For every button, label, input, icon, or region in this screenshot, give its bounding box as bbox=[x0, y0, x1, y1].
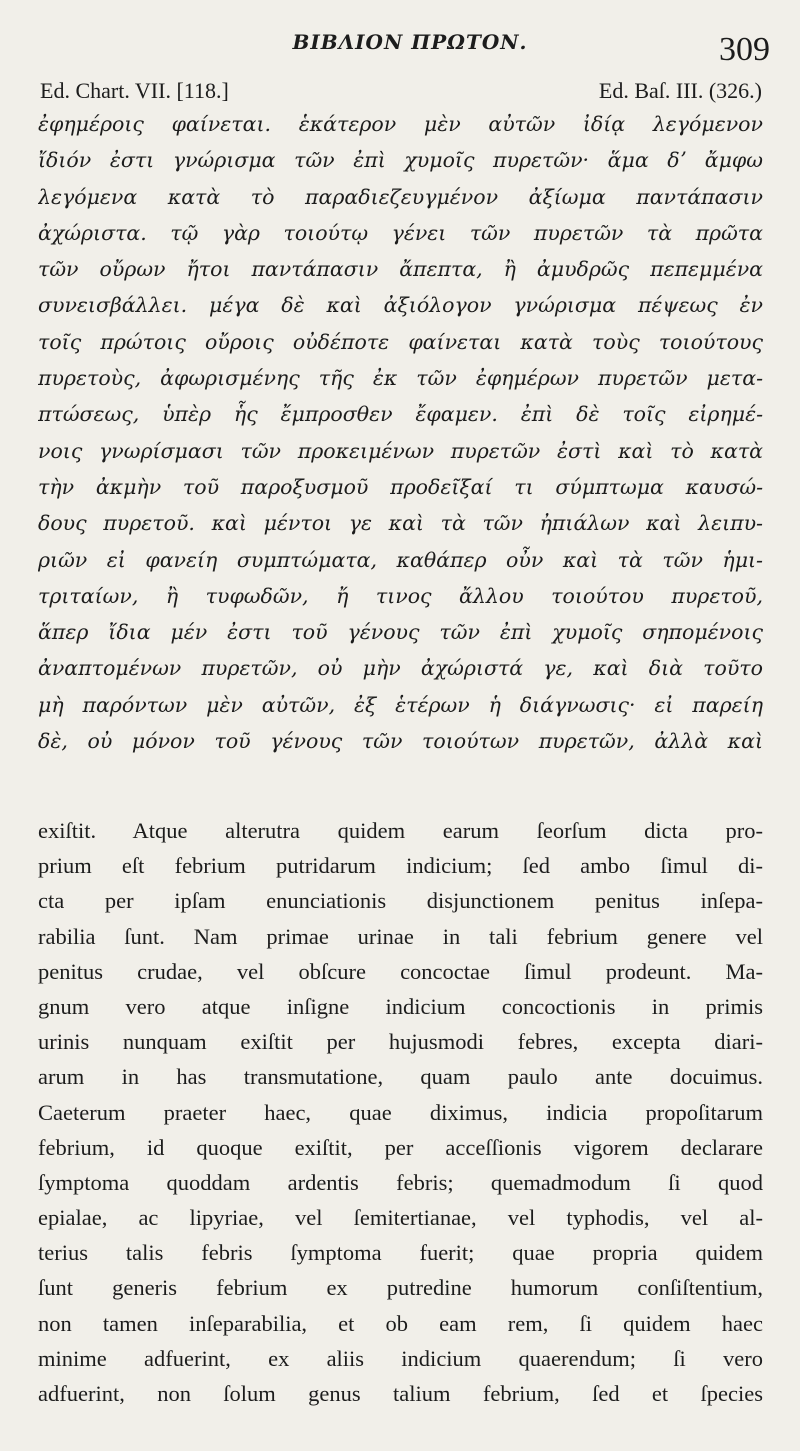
greek-text-line: λεγόμενα κατὰ τὸ παραδιεζευγμένον ἀξίωμα παντάπασιν bbox=[38, 184, 763, 209]
greek-text-line: ἀναπτομένων πυρετῶν, οὐ μὴν ἀχώριστά γε, καὶ διὰ τοῦτο bbox=[38, 656, 763, 681]
greek-text-line: τοῖς πρώτοις οὔροις οὐδέποτε φαίνεται κατὰ τοὺς τοιούτους bbox=[38, 329, 763, 354]
latin-text-block bbox=[38, 813, 763, 1411]
latin-text-line: epialae, ac lipyriae, vel ſemitertianae, vel typhodis, vel al- bbox=[38, 1205, 763, 1231]
latin-text-line: arum in has transmutatione, quam paulo ante docuimus. bbox=[38, 1064, 763, 1090]
greek-text-line: πυρετοὺς, ἀφωρισμένης τῆς ἐκ τῶν ἐφημέρων πυρετῶν μετα- bbox=[38, 366, 763, 391]
latin-text-line: adfuerint, non ſolum genus talium febrium, ſed et ſpecies bbox=[38, 1381, 763, 1406]
greek-text-line: δους πυρετοῦ. καὶ μέντοι γε καὶ τὰ τῶν ἠπιάλων καὶ λειπυ- bbox=[38, 511, 763, 536]
greek-text-line: ἐφημέροις φαίνεται. ἑκάτερον μὲν αὐτῶν ἰδίᾳ λεγόμενον bbox=[38, 112, 763, 136]
edition-reference-left: Ed. Chart. VII. [118.] bbox=[40, 78, 229, 103]
latin-text-line: minime adfuerint, ex aliis indicium quaerendum; ſi vero bbox=[38, 1345, 763, 1371]
greek-text-line: δὲ, οὐ μόνον τοῦ γένους τῶν τοιούτων πυρετῶν, ἀλλὰ καὶ bbox=[38, 729, 763, 754]
greek-text-line: τριταίων, ἢ τυφωδῶν, ἤ τινος ἄλλου τοιούτου πυρετοῦ, bbox=[38, 583, 763, 608]
greek-text-line: ἴδιόν ἐστι γνώρισμα τῶν ἐπὶ χυμοῖς πυρετῶν· ἅμα δʼ ἄμφω bbox=[38, 148, 763, 173]
greek-text-line: τῶν οὔρων ἤτοι παντάπασιν ἄπεπτα, ἢ ἀμυδρῶς πεπεμμένα bbox=[38, 257, 763, 282]
latin-text-line: ſunt generis febrium ex putredine humorum conſiſtentium, bbox=[38, 1275, 763, 1301]
latin-text-line: penitus crudae, vel obſcure concoctae ſimul prodeunt. Ma- bbox=[38, 958, 763, 984]
greek-text-line: πτώσεως, ὑπὲρ ἧς ἔμπροσθεν ἔφαμεν. ἐπὶ δὲ τοῖς εἰρημέ- bbox=[38, 402, 763, 427]
greek-text-line: ἀχώριστα. τῷ γὰρ τοιούτῳ γένει τῶν πυρετῶν τὰ πρῶτα bbox=[38, 220, 763, 245]
latin-text-line: Caeterum praeter haec, quae diximus, indicia propoſitarum bbox=[38, 1099, 763, 1125]
latin-text-line: urinis nunquam exiſtit per hujusmodi febres, excepta diari- bbox=[38, 1029, 763, 1055]
running-title: ΒΙΒΛΙΟΝ ΠΡΩΤΟΝ. bbox=[292, 30, 528, 54]
greek-text-line: ἅπερ ἴδια μέν ἐστι τοῦ γένους τῶν ἐπὶ χυμοῖς σηπομένοις bbox=[38, 620, 763, 645]
greek-text-line: συνεισβάλλει. μέγα δὲ καὶ ἀξιόλογον γνώρισμα πέψεως ἐν bbox=[38, 293, 763, 318]
latin-text-line: gnum vero atque inſigne indicium concoctionis in primis bbox=[38, 993, 763, 1019]
latin-text-line: prium eſt febrium putridarum indicium; ſed ambo ſimul di- bbox=[38, 853, 763, 879]
latin-text-line: exiſtit. Atque alterutra quidem earum ſeorſum dicta pro- bbox=[38, 818, 763, 843]
greek-text-block bbox=[38, 106, 763, 759]
page-number: 309 bbox=[719, 31, 770, 68]
greek-text-line: νοις γνωρίσμασι τῶν προκειμένων πυρετῶν ἐστὶ καὶ τὸ κατὰ bbox=[38, 438, 763, 463]
latin-text-line: febrium, id quoque exiſtit, per acceſſionis vigorem declarare bbox=[38, 1134, 763, 1160]
greek-text-line: ριῶν εἰ φανείη συμπτώματα, καθάπερ οὖν καὶ τὰ τῶν ἡμι- bbox=[38, 547, 763, 572]
latin-text-line: cta per ipſam enunciationis disjunctionem penitus inſepa- bbox=[38, 888, 763, 914]
greek-text-line: μὴ παρόντων μὲν αὐτῶν, ἐξ ἑτέρων ἡ διάγνωσις· εἰ παρείη bbox=[38, 692, 763, 717]
greek-text-line: τὴν ἀκμὴν τοῦ παροξυσμοῦ προδεῖξαί τι σύμπτωμα καυσώ- bbox=[38, 474, 763, 499]
edition-reference-right: Ed. Baſ. III. (326.) bbox=[598, 78, 762, 103]
latin-text-line: rabilia ſunt. Nam primae urinae in tali febrium genere vel bbox=[38, 923, 763, 949]
latin-text-line: terius talis febris ſymptoma fuerit; quae propria quidem bbox=[38, 1240, 763, 1266]
latin-text-line: ſymptoma quoddam ardentis febris; quemadmodum ſi quod bbox=[38, 1169, 763, 1195]
latin-text-line: non tamen inſeparabilia, et ob eam rem, ſi quidem haec bbox=[38, 1310, 763, 1336]
